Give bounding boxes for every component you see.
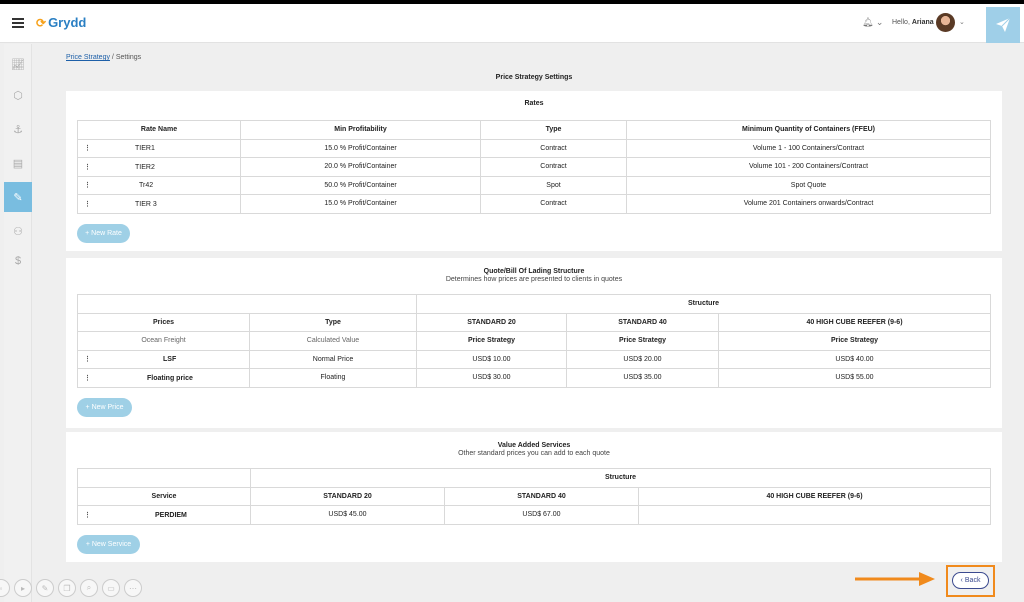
services-subtitle: Other standard prices you can add to each quote [458, 450, 610, 457]
rate-min: 20.0 % Profit/Container [241, 158, 481, 177]
col-standard-20: STANDARD 20 [251, 487, 445, 506]
chevron-left-icon: ‹ [960, 577, 963, 584]
bottom-toolbar [0, 579, 142, 599]
table-row[interactable] [78, 139, 991, 158]
rate-name: Tr42 [139, 182, 154, 190]
table-row[interactable] [78, 195, 991, 214]
avatar[interactable] [936, 13, 955, 32]
table-row[interactable] [78, 176, 991, 195]
price-standard-20: USD$ 10.00 [417, 350, 567, 369]
row-actions-cell[interactable] [78, 506, 251, 525]
zoom-icon[interactable]: ⌕ [80, 579, 98, 597]
col-standard-40: STANDARD 40 [567, 313, 719, 332]
ocean-freight-cell: Ocean Freight [78, 332, 250, 351]
col-prices: Prices [78, 313, 250, 332]
price-type: Normal Price [250, 350, 417, 369]
rate-name: TIER2 [135, 163, 155, 171]
calculated-value-cell: Calculated Value [250, 332, 417, 351]
logo-text: Grydd [48, 15, 87, 30]
col-type: Type [481, 121, 627, 140]
service-high-cube [639, 506, 991, 525]
rate-min: 50.0 % Profit/Container [241, 176, 481, 195]
breadcrumb-link-price-strategy[interactable]: Price Strategy [66, 54, 110, 61]
rate-type: Contract [481, 195, 627, 214]
table-row[interactable] [78, 369, 991, 388]
rate-min: 15.0 % Profit/Container [241, 195, 481, 214]
row-actions-cell[interactable] [78, 369, 250, 388]
price-strategy-cell: Price Strategy [719, 332, 991, 351]
dollar-icon[interactable]: $ [14, 255, 22, 267]
value-added-services-card [66, 432, 1002, 562]
kebab-menu-icon[interactable]: ⋮ [84, 182, 91, 190]
back-label: Back [964, 577, 981, 584]
empty-header-cell [78, 469, 251, 488]
breadcrumb-separator: / [111, 54, 114, 61]
price-high-cube: USD$ 55.00 [719, 369, 991, 388]
rates-card [66, 91, 1002, 251]
col-high-cube-reefer: 40 HIGH CUBE REEFER (9-6) [639, 487, 991, 506]
structure-header: Structure [251, 469, 991, 488]
col-standard-20: STANDARD 20 [417, 313, 567, 332]
col-service: Service [78, 487, 251, 506]
sidebar [4, 44, 32, 602]
breadcrumb-current: Settings [115, 54, 142, 61]
price-standard-20: USD$ 30.00 [417, 369, 567, 388]
rate-type: Contract [481, 139, 627, 158]
col-min-quantity: Minimum Quantity of Containers (FFEU) [627, 121, 991, 140]
row-actions-cell[interactable] [78, 195, 241, 214]
price-strategy-cell: Price Strategy [567, 332, 719, 351]
rate-name: TIER1 [135, 145, 155, 153]
chart-icon[interactable]: 📈︎ [11, 58, 25, 71]
quote-subtitle: Determines how prices are presented to clients in quotes [445, 276, 623, 283]
rate-qty: Volume 1 - 100 Containers/Contract [627, 139, 991, 158]
table-header-row [78, 295, 991, 314]
new-price-button[interactable]: + New Price [77, 398, 132, 417]
table-header-row [78, 121, 991, 140]
kebab-menu-icon[interactable]: ⋮ [84, 163, 91, 171]
col-high-cube-reefer: 40 HIGH CUBE REEFER (9-6) [719, 313, 991, 332]
price-standard-40: USD$ 35.00 [567, 369, 719, 388]
rate-type: Spot [481, 176, 627, 195]
col-standard-40: STANDARD 40 [445, 487, 639, 506]
table-row[interactable] [78, 158, 991, 177]
rate-qty: Spot Quote [627, 176, 991, 195]
hamburger-menu-icon[interactable] [12, 18, 24, 28]
services-title: Value Added Services [497, 442, 571, 449]
new-service-button[interactable]: + New Service [77, 535, 140, 554]
back-button[interactable] [952, 572, 989, 589]
breadcrumb [66, 54, 141, 61]
kebab-menu-icon[interactable]: ⋮ [84, 511, 91, 519]
app-frame [0, 4, 1024, 602]
more-icon[interactable]: ⋯ [124, 579, 142, 597]
play-icon[interactable]: ▸ [14, 579, 32, 597]
table-header-row [78, 487, 991, 506]
service-name: PERDIEM [155, 511, 187, 519]
price-standard-40: USD$ 20.00 [567, 350, 719, 369]
document-icon[interactable]: ▤ [12, 157, 24, 170]
rates-table [77, 120, 991, 214]
col-min-profitability: Min Profitability [241, 121, 481, 140]
price-name: Floating price [147, 374, 193, 382]
copy-icon[interactable]: ❐ [58, 579, 76, 597]
chevron-down-icon[interactable]: ⌄ [959, 19, 965, 26]
row-actions-cell[interactable] [78, 139, 241, 158]
quote-title: Quote/Bill Of Lading Structure [483, 268, 585, 275]
services-table [77, 468, 991, 525]
rates-title: Rates [524, 100, 544, 107]
user-name: Ariana [911, 19, 934, 26]
col-type: Type [250, 313, 417, 332]
pen-icon[interactable]: ✎ [36, 579, 54, 597]
kebab-menu-icon[interactable]: ⋮ [84, 200, 91, 208]
price-name: LSF [163, 356, 177, 364]
app-logo[interactable] [36, 15, 86, 30]
price-high-cube: USD$ 40.00 [719, 350, 991, 369]
user-greeting[interactable] [892, 19, 934, 26]
row-actions-cell[interactable] [78, 350, 250, 369]
quote-structure-card [66, 258, 1002, 428]
price-tag-icon[interactable]: ✎ [4, 182, 32, 212]
top-header [0, 4, 1024, 43]
cursor-icon[interactable]: ◦ [0, 579, 10, 597]
back-highlight-box [946, 565, 995, 597]
structure-header: Structure [417, 295, 991, 314]
price-strategy-cell: Price Strategy [417, 332, 567, 351]
logo-mark-icon: ⟳ [36, 15, 47, 30]
table-row [78, 332, 991, 351]
quote-structure-table [77, 294, 991, 388]
rate-name: TIER 3 [135, 200, 157, 208]
table-header-row [78, 313, 991, 332]
page-title: Price Strategy Settings [495, 74, 573, 81]
service-standard-20: USD$ 45.00 [251, 506, 445, 525]
rate-min: 15.0 % Profit/Container [241, 139, 481, 158]
table-row[interactable] [78, 350, 991, 369]
paper-plane-icon [995, 17, 1011, 33]
dock-icon[interactable]: ⚓︎ [13, 123, 23, 136]
rate-type: Contract [481, 158, 627, 177]
screen-icon[interactable]: ▭ [102, 579, 120, 597]
row-actions-cell[interactable] [78, 176, 241, 195]
orange-arrow-icon [855, 571, 935, 587]
greeting-text: Hello, [892, 19, 910, 26]
row-actions-cell[interactable] [78, 158, 241, 177]
kebab-menu-icon[interactable]: ⋮ [84, 374, 91, 382]
team-icon[interactable]: ⚇ [13, 225, 23, 238]
notification-bell-icon[interactable]: 🔔︎ ⌄ [862, 17, 884, 27]
service-standard-40: USD$ 67.00 [445, 506, 639, 525]
empty-header-cell [78, 295, 417, 314]
col-rate-name: Rate Name [78, 121, 241, 140]
price-type: Floating [250, 369, 417, 388]
table-row[interactable] [78, 506, 991, 525]
kebab-menu-icon[interactable]: ⋮ [84, 145, 91, 153]
cube-icon[interactable]: ⬡ [13, 89, 23, 102]
send-button[interactable] [986, 7, 1020, 43]
rate-qty: Volume 101 - 200 Containers/Contract [627, 158, 991, 177]
rate-qty: Volume 201 Containers onwards/Contract [627, 195, 991, 214]
new-rate-button[interactable]: + New Rate [77, 224, 130, 243]
kebab-menu-icon[interactable]: ⋮ [84, 356, 91, 364]
table-header-row [78, 469, 991, 488]
